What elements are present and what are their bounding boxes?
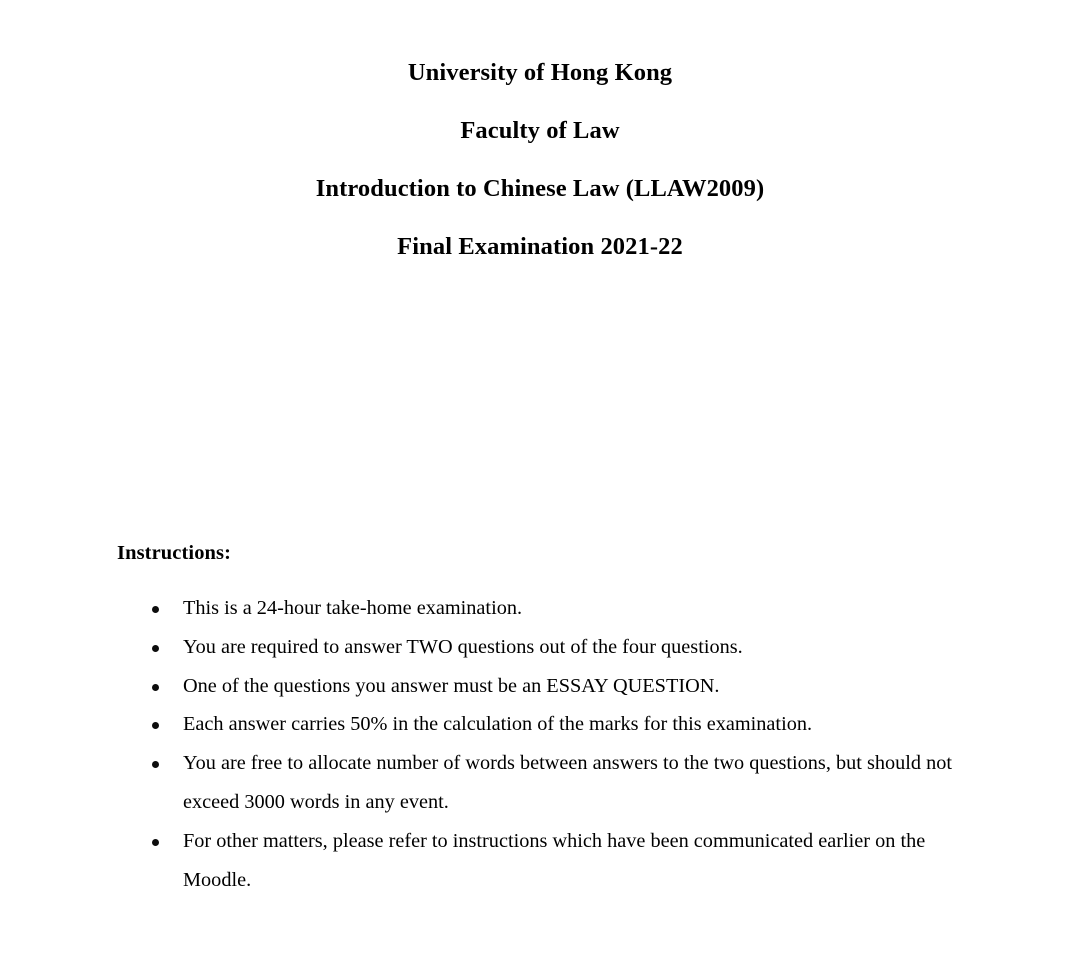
list-item [117,628,977,667]
list-item-text: For other matters, please refer to instructions which have been communicated earlier on the Moodle. [183,829,926,891]
exam-title-block [0,44,1080,276]
list-item-text: This is a 24-hour take-home examination. [183,597,523,619]
list-item-text: You are required to answer TWO questions out of the four questions. [183,635,743,658]
title-line-faculty: Faculty of Law [460,117,620,144]
list-item-text: Each answer carries 50% in the calculation of the marks for this examination. [183,713,813,736]
list-item [117,822,977,900]
list-item [117,589,977,628]
list-item-text: You are free to allocate number of words between answers to the two questions, but should not exceed 3000 words in any event. [183,752,953,813]
list-item [117,744,977,822]
instructions-list [117,589,977,899]
list-item [117,705,977,744]
list-item [117,667,977,706]
list-item-text: One of the questions you answer must be an ESSAY QUESTION. [183,674,720,697]
instructions-heading: Instructions: [117,542,232,564]
title-line-university: University of Hong Kong [407,59,673,86]
title-line-course: Introduction to Chinese Law (LLAW2009) [315,175,765,202]
title-line-exam: Final Examination 2021-22 [397,233,683,260]
